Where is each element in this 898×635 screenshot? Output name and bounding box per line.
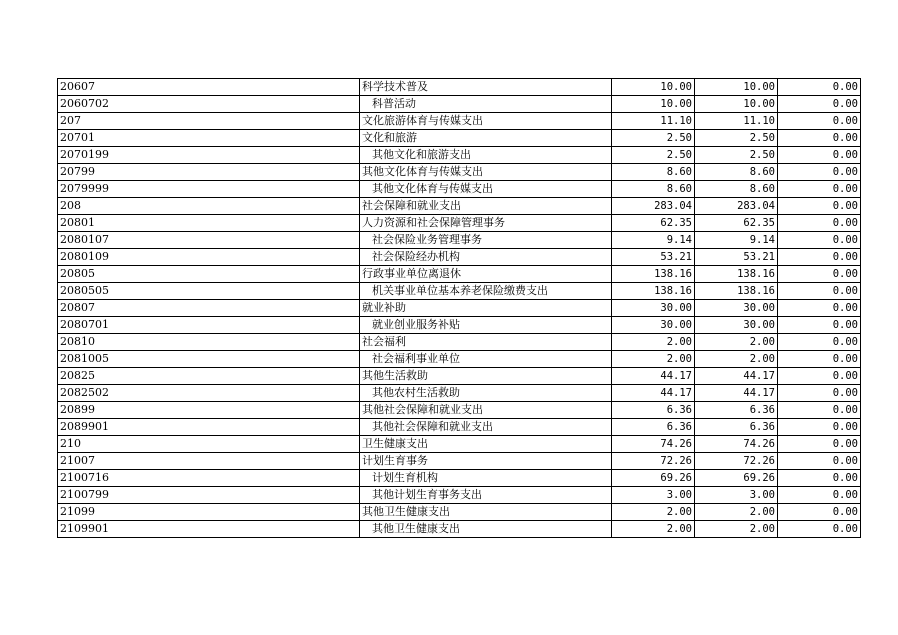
account-code-cell: 2060702	[58, 96, 360, 113]
account-code-cell: 20899	[58, 402, 360, 419]
account-code-cell: 20825	[58, 368, 360, 385]
account-code-cell: 20810	[58, 334, 360, 351]
table-row	[58, 487, 861, 504]
project-amount-cell: 0.00	[778, 385, 861, 402]
table-row	[58, 436, 861, 453]
table-row	[58, 283, 861, 300]
account-name-cell: 社会保障和就业支出	[360, 198, 612, 215]
basic-amount-cell: 30.00	[695, 317, 778, 334]
basic-amount-cell: 2.00	[695, 521, 778, 538]
project-amount-cell: 0.00	[778, 521, 861, 538]
total-amount-cell: 10.00	[612, 96, 695, 113]
table-row	[58, 317, 861, 334]
basic-amount-cell: 2.00	[695, 504, 778, 521]
account-code-cell: 2081005	[58, 351, 360, 368]
table-row	[58, 181, 861, 198]
basic-amount-cell: 2.50	[695, 130, 778, 147]
project-amount-cell: 0.00	[778, 164, 861, 181]
table-row	[58, 453, 861, 470]
project-amount-cell: 0.00	[778, 470, 861, 487]
table-row	[58, 79, 861, 96]
table-row	[58, 113, 861, 130]
account-code-cell: 21007	[58, 453, 360, 470]
account-code-cell: 2080109	[58, 249, 360, 266]
table-row	[58, 96, 861, 113]
budget-table-body	[58, 79, 861, 538]
project-amount-cell: 0.00	[778, 504, 861, 521]
basic-amount-cell: 10.00	[695, 79, 778, 96]
account-code-cell: 2080505	[58, 283, 360, 300]
account-name-cell: 其他文化和旅游支出	[360, 147, 612, 164]
total-amount-cell: 2.50	[612, 147, 695, 164]
project-amount-cell: 0.00	[778, 96, 861, 113]
account-name-cell: 社会福利事业单位	[360, 351, 612, 368]
project-amount-cell: 0.00	[778, 181, 861, 198]
account-name-cell: 科普活动	[360, 96, 612, 113]
basic-amount-cell: 138.16	[695, 266, 778, 283]
basic-amount-cell: 2.00	[695, 351, 778, 368]
total-amount-cell: 10.00	[612, 79, 695, 96]
total-amount-cell: 138.16	[612, 266, 695, 283]
table-row	[58, 334, 861, 351]
total-amount-cell: 53.21	[612, 249, 695, 266]
basic-amount-cell: 6.36	[695, 402, 778, 419]
total-amount-cell: 62.35	[612, 215, 695, 232]
total-amount-cell: 2.00	[612, 504, 695, 521]
account-code-cell: 2070199	[58, 147, 360, 164]
account-code-cell: 2080701	[58, 317, 360, 334]
account-code-cell: 2079999	[58, 181, 360, 198]
basic-amount-cell: 30.00	[695, 300, 778, 317]
total-amount-cell: 138.16	[612, 283, 695, 300]
basic-amount-cell: 10.00	[695, 96, 778, 113]
account-name-cell: 社会保险业务管理事务	[360, 232, 612, 249]
table-row	[58, 368, 861, 385]
account-code-cell: 20799	[58, 164, 360, 181]
account-name-cell: 其他社会保障和就业支出	[360, 402, 612, 419]
account-name-cell: 文化和旅游	[360, 130, 612, 147]
basic-amount-cell: 8.60	[695, 164, 778, 181]
project-amount-cell: 0.00	[778, 317, 861, 334]
table-row	[58, 130, 861, 147]
project-amount-cell: 0.00	[778, 215, 861, 232]
account-name-cell: 人力资源和社会保障管理事务	[360, 215, 612, 232]
table-row	[58, 198, 861, 215]
total-amount-cell: 44.17	[612, 368, 695, 385]
account-name-cell: 行政事业单位离退休	[360, 266, 612, 283]
total-amount-cell: 2.00	[612, 334, 695, 351]
account-name-cell: 科学技术普及	[360, 79, 612, 96]
table-row	[58, 419, 861, 436]
account-name-cell: 文化旅游体育与传媒支出	[360, 113, 612, 130]
project-amount-cell: 0.00	[778, 334, 861, 351]
account-code-cell: 208	[58, 198, 360, 215]
total-amount-cell: 11.10	[612, 113, 695, 130]
budget-table	[57, 78, 861, 538]
account-code-cell: 210	[58, 436, 360, 453]
total-amount-cell: 2.00	[612, 351, 695, 368]
total-amount-cell: 8.60	[612, 164, 695, 181]
basic-amount-cell: 2.50	[695, 147, 778, 164]
project-amount-cell: 0.00	[778, 147, 861, 164]
account-name-cell: 其他农村生活救助	[360, 385, 612, 402]
table-row	[58, 385, 861, 402]
basic-amount-cell: 9.14	[695, 232, 778, 249]
total-amount-cell: 72.26	[612, 453, 695, 470]
account-code-cell: 20701	[58, 130, 360, 147]
table-row	[58, 351, 861, 368]
table-row	[58, 164, 861, 181]
basic-amount-cell: 62.35	[695, 215, 778, 232]
table-row	[58, 232, 861, 249]
basic-amount-cell: 44.17	[695, 368, 778, 385]
account-code-cell: 2109901	[58, 521, 360, 538]
account-name-cell: 其他卫生健康支出	[360, 504, 612, 521]
project-amount-cell: 0.00	[778, 266, 861, 283]
account-code-cell: 2082502	[58, 385, 360, 402]
total-amount-cell: 44.17	[612, 385, 695, 402]
basic-amount-cell: 74.26	[695, 436, 778, 453]
account-name-cell: 就业补助	[360, 300, 612, 317]
account-name-cell: 计划生育机构	[360, 470, 612, 487]
account-name-cell: 机关事业单位基本养老保险缴费支出	[360, 283, 612, 300]
total-amount-cell: 74.26	[612, 436, 695, 453]
total-amount-cell: 6.36	[612, 402, 695, 419]
project-amount-cell: 0.00	[778, 283, 861, 300]
total-amount-cell: 30.00	[612, 317, 695, 334]
account-name-cell: 其他生活救助	[360, 368, 612, 385]
total-amount-cell: 8.60	[612, 181, 695, 198]
basic-amount-cell: 2.00	[695, 334, 778, 351]
table-row	[58, 147, 861, 164]
account-name-cell: 社会福利	[360, 334, 612, 351]
project-amount-cell: 0.00	[778, 300, 861, 317]
basic-amount-cell: 69.26	[695, 470, 778, 487]
table-row	[58, 521, 861, 538]
basic-amount-cell: 44.17	[695, 385, 778, 402]
table-row	[58, 266, 861, 283]
total-amount-cell: 2.00	[612, 521, 695, 538]
account-code-cell: 2089901	[58, 419, 360, 436]
project-amount-cell: 0.00	[778, 198, 861, 215]
total-amount-cell: 30.00	[612, 300, 695, 317]
project-amount-cell: 0.00	[778, 368, 861, 385]
account-name-cell: 计划生育事务	[360, 453, 612, 470]
basic-amount-cell: 8.60	[695, 181, 778, 198]
table-row	[58, 470, 861, 487]
account-code-cell: 2100716	[58, 470, 360, 487]
project-amount-cell: 0.00	[778, 419, 861, 436]
account-name-cell: 就业创业服务补贴	[360, 317, 612, 334]
project-amount-cell: 0.00	[778, 436, 861, 453]
account-code-cell: 2080107	[58, 232, 360, 249]
basic-amount-cell: 11.10	[695, 113, 778, 130]
account-name-cell: 社会保险经办机构	[360, 249, 612, 266]
basic-amount-cell: 3.00	[695, 487, 778, 504]
project-amount-cell: 0.00	[778, 402, 861, 419]
table-row	[58, 215, 861, 232]
table-row	[58, 249, 861, 266]
project-amount-cell: 0.00	[778, 79, 861, 96]
basic-amount-cell: 53.21	[695, 249, 778, 266]
account-code-cell: 21099	[58, 504, 360, 521]
account-name-cell: 其他社会保障和就业支出	[360, 419, 612, 436]
table-row	[58, 300, 861, 317]
basic-amount-cell: 138.16	[695, 283, 778, 300]
basic-amount-cell: 6.36	[695, 419, 778, 436]
table-row	[58, 504, 861, 521]
project-amount-cell: 0.00	[778, 249, 861, 266]
total-amount-cell: 69.26	[612, 470, 695, 487]
basic-amount-cell: 72.26	[695, 453, 778, 470]
account-name-cell: 其他文化体育与传媒支出	[360, 181, 612, 198]
total-amount-cell: 3.00	[612, 487, 695, 504]
basic-amount-cell: 283.04	[695, 198, 778, 215]
project-amount-cell: 0.00	[778, 351, 861, 368]
account-code-cell: 20807	[58, 300, 360, 317]
account-name-cell: 其他卫生健康支出	[360, 521, 612, 538]
account-name-cell: 其他计划生育事务支出	[360, 487, 612, 504]
account-code-cell: 207	[58, 113, 360, 130]
total-amount-cell: 2.50	[612, 130, 695, 147]
table-row	[58, 402, 861, 419]
account-code-cell: 20801	[58, 215, 360, 232]
project-amount-cell: 0.00	[778, 232, 861, 249]
project-amount-cell: 0.00	[778, 453, 861, 470]
account-code-cell: 20805	[58, 266, 360, 283]
total-amount-cell: 283.04	[612, 198, 695, 215]
project-amount-cell: 0.00	[778, 130, 861, 147]
account-name-cell: 卫生健康支出	[360, 436, 612, 453]
account-name-cell: 其他文化体育与传媒支出	[360, 164, 612, 181]
total-amount-cell: 9.14	[612, 232, 695, 249]
account-code-cell: 2100799	[58, 487, 360, 504]
account-code-cell: 20607	[58, 79, 360, 96]
project-amount-cell: 0.00	[778, 487, 861, 504]
project-amount-cell: 0.00	[778, 113, 861, 130]
total-amount-cell: 6.36	[612, 419, 695, 436]
